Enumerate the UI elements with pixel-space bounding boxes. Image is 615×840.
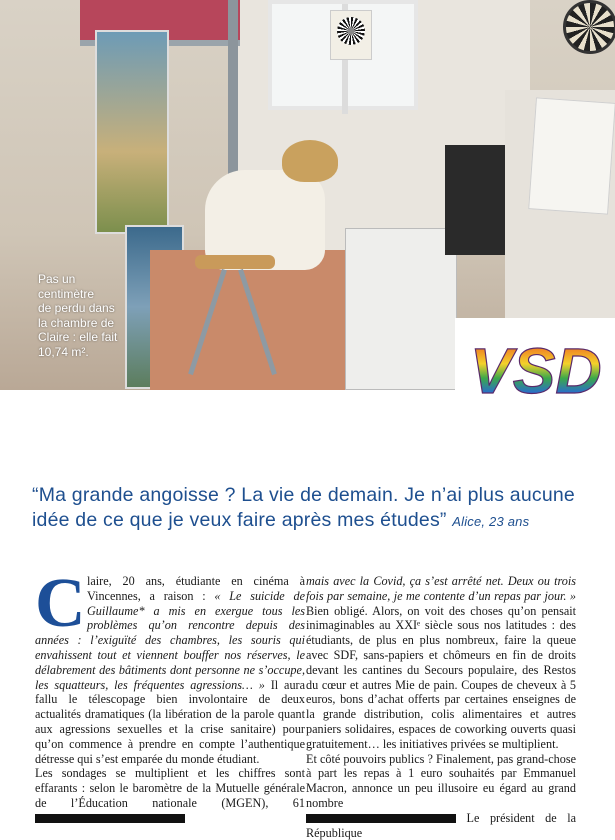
photo-student-hair bbox=[282, 140, 338, 182]
photo-wall-poster bbox=[330, 10, 372, 60]
article-paragraph bbox=[35, 766, 305, 825]
paragraph-quote: mais avec la Covid, ça s’est arrêté net. Deux ou trois fois par semaine, je me contente d’un repas par jour. » bbox=[306, 574, 576, 603]
article-paragraph bbox=[35, 565, 306, 766]
photo-caption: Pas un centimètre de perdu dans la chambre de Claire : elle fait 10,74 m². bbox=[38, 272, 118, 359]
vsd-logo bbox=[468, 335, 608, 405]
drop-cap: C bbox=[35, 565, 86, 642]
redaction-bar bbox=[306, 814, 456, 823]
paragraph-text: laire, 20 ans, étudiante en cinéma à Vincennes, a raison : bbox=[87, 574, 305, 603]
paragraph-text: Et côté pouvoirs publics ? Finalement, pas grand-chose à part les repas à 1 euro souhaités par Emmanuel Macron, annonce un peu illusoire eu égard au grand nombre bbox=[306, 751, 576, 810]
paragraph-text: Le président de la République bbox=[306, 810, 577, 840]
article-paragraph bbox=[306, 752, 576, 811]
paragraph-text: Les sondages se multiplient et les chiffres sont effarants : selon le baromètre de la Mutuelle générale de l’Éducation nationale (MGEN), 61 bbox=[35, 766, 305, 810]
article-column-2 bbox=[306, 574, 576, 840]
pull-quote-text: “Ma grande angoisse ? La vie de demain. Je n’ai plus aucune idée de ce que je veux faire après mes études” bbox=[32, 484, 575, 531]
photo-film-poster bbox=[95, 30, 169, 234]
pull-quote bbox=[32, 483, 592, 534]
paragraph-quote: « Le suicide de Guillaume* a mis en exergue tous les problèmes qu’on rencontre depuis des années : l’exiguïté des chambres, les souris qui envahissent tout et viennent bouffer nos réserves, le délabrement des bâtiments dont personne ne s’occupe, les squatteurs, les fréquentes agressions… » bbox=[35, 588, 305, 692]
vsd-logo-text: VSD bbox=[470, 335, 602, 405]
photo-fridge bbox=[345, 228, 457, 390]
article-paragraph bbox=[306, 574, 576, 752]
photo-notice-sheet bbox=[528, 97, 615, 214]
article-column-1 bbox=[35, 565, 306, 826]
pull-quote-attribution: Alice, 23 ans bbox=[452, 514, 530, 529]
photo-folding-chair bbox=[195, 255, 285, 375]
paragraph-text: Bien obligé. Alors, on voit des choses qu’on pensait inimaginables au XXIᵉ siècle sous nos latitudes : des étudiants, de plus en plus nombreux, faire la queue avec SDF, sans-papiers et chômeurs en fin de droits devant les cantines du Secours populaire, des Restos du cœur et autres Mie de pain. Coupes de cheveux à 5 euros, bons d’achat offerts par certaines enseignes de la grande distribution, colis alimentaires et autres paniers solidaires, espaces de coworking ouverts quasi gratuitement… les initiatives privées se multiplient. bbox=[306, 603, 576, 751]
article-paragraph bbox=[306, 811, 576, 840]
photo-dartboard bbox=[563, 0, 615, 54]
paragraph-text: Il aura fallu le télescopage bien involontaire de deux actualités dramatiques (la libération de la parole quant aux agressions sexuelles et la crise sanitaire) pour qu’on commence à prendre en compte l’authentique détresse qui s’est emparée du monde étudiant. bbox=[35, 677, 306, 766]
redaction-bar bbox=[35, 814, 185, 823]
